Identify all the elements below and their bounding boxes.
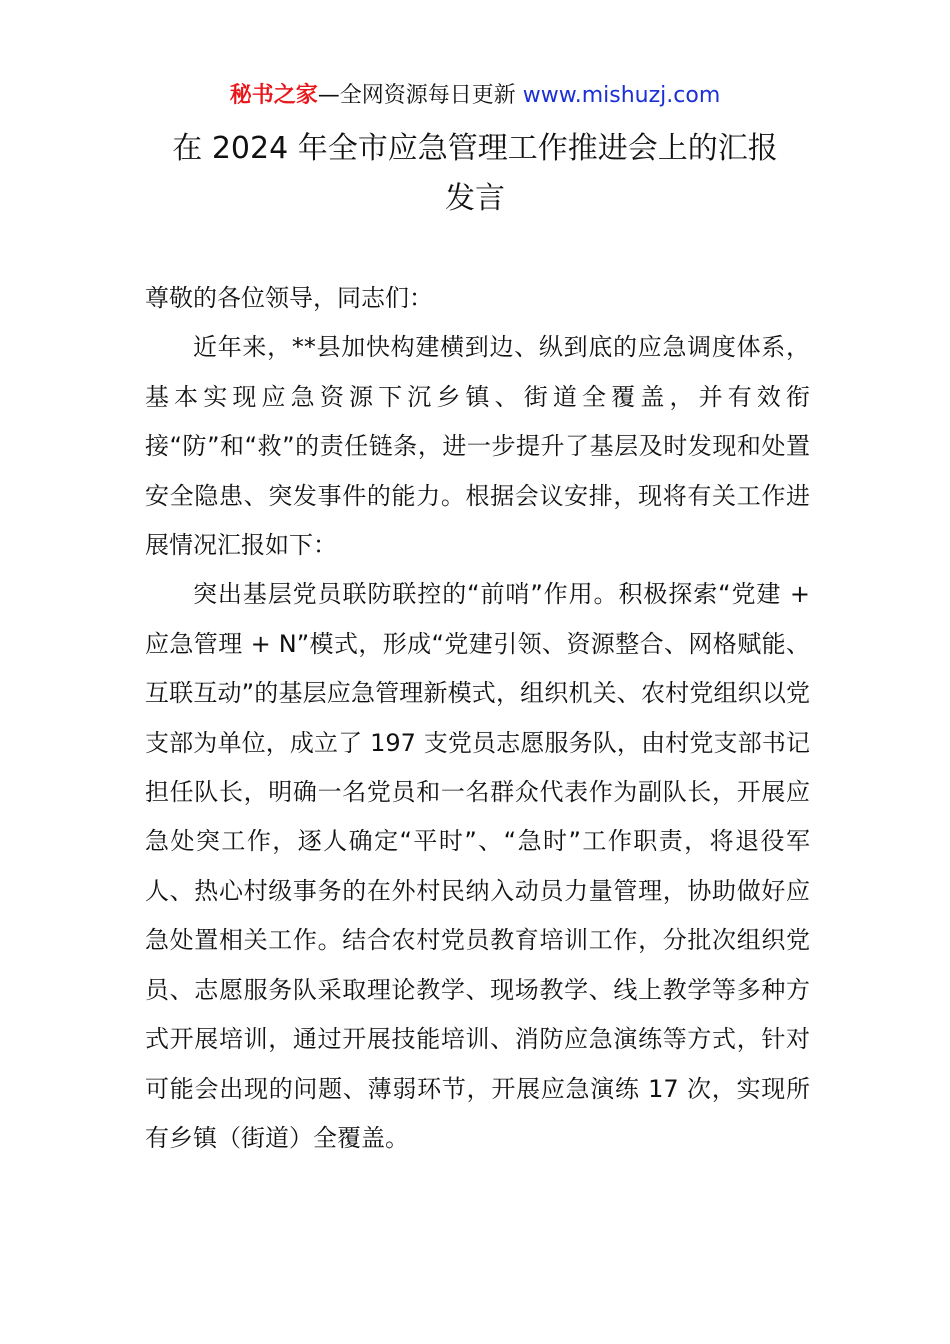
- document-title: [145, 124, 805, 224]
- document-body: [145, 274, 810, 1163]
- salutation: 尊敬的各位领导，同志们：: [145, 284, 433, 312]
- document-title-line-2: 发言: [445, 181, 505, 216]
- document-title-line-1: 在 2024 年全市应急管理工作推进会上的汇报: [172, 131, 778, 166]
- site-tagline: —全网资源每日更新: [317, 83, 523, 108]
- paragraph-party-members: 突出基层党员联防联控的“前哨”作用。积极探索“党建 + 应急管理 + N”模式，形成“党建引领、资源整合、网格赋能、互联互动”的基层应急管理新模式，组织机关、农村党组织以党支部为单位，成立了 197 支党员志愿服务队，由村党支部书记担任队长，明确一名党员和一名群众代表作为副队长，开展应急处突工作，逐人确定“平时”、“急时”工作职责，将退役军人、热心村级事务的在外村民纳入动员力量管理，协助做好应急处置相关工作。结合农村党员教育培训工作，分批次组织党员、志愿服务队采取理论教学、现场教学、线上教学等多种方式开展培训，通过开展技能培训、消防应急演练等方式，针对可能会出现的问题、薄弱环节，开展应急演练 17 次，实现所有乡镇（街道）全覆盖。: [145, 580, 810, 1152]
- paragraph-intro: 近年来，**县加快构建横到边、纵到底的应急调度体系，基本实现应急资源下沉乡镇、街道全覆盖，并有效衔接“防”和“救”的责任链条，进一步提升了基层及时发现和处置安全隐患、突发事件的能力。根据会议安排，现将有关工作进展情况汇报如下：: [145, 333, 810, 560]
- site-brand: 秘书之家: [229, 83, 318, 108]
- site-url-link[interactable]: www.mishuzj.com: [522, 83, 721, 108]
- site-header: [0, 80, 950, 112]
